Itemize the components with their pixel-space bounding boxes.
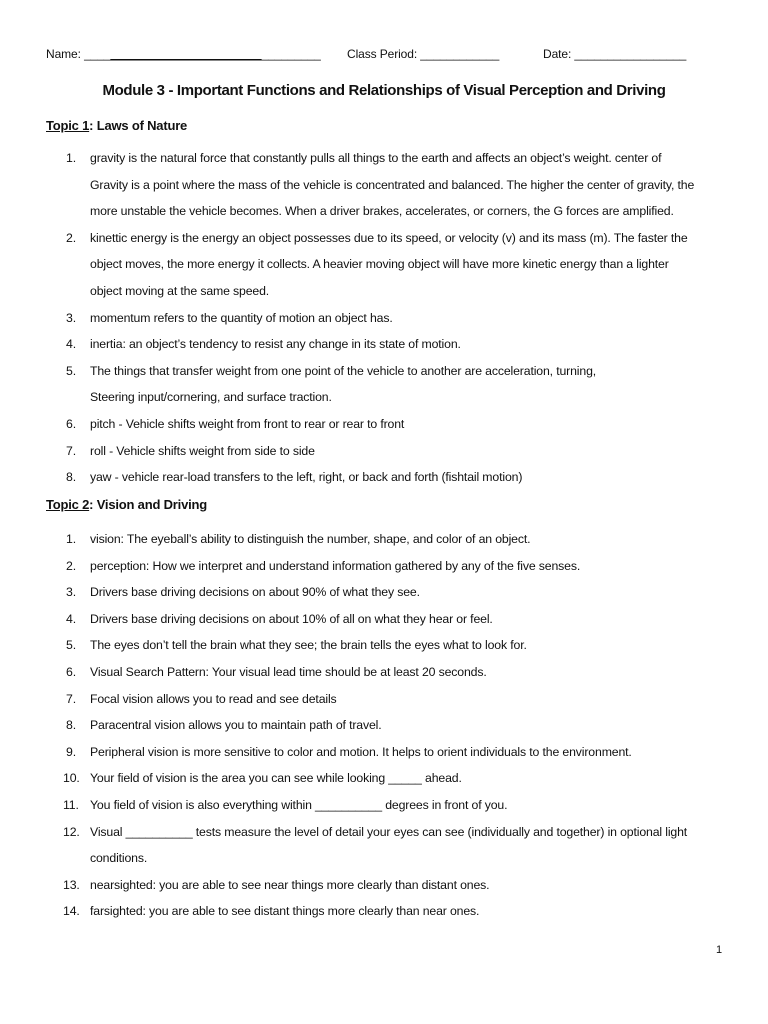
name-label: Name: ____ <box>46 47 111 61</box>
list-item <box>0 417 768 444</box>
list-item-number: 4. <box>66 337 76 352</box>
list-item-text: Your field of vision is the area you can see while looking _____ ahead. <box>90 771 462 786</box>
list-item <box>0 532 768 559</box>
list-item-number: 5. <box>66 363 76 378</box>
list-item <box>0 771 768 798</box>
list-item-text: You field of vision is also everything within __________ degrees in front of you. <box>90 798 508 812</box>
list-item-number: 14. <box>63 904 80 919</box>
topic-1-heading <box>46 118 187 133</box>
list-item-text: Drivers base driving decisions on about 90% of what they see. <box>90 585 420 600</box>
list-item-text: gravity is the natural force that constantly pulls all things to the earth and affects an object’s weight. center of <box>90 151 662 165</box>
list-item <box>0 364 768 417</box>
list-item-number: 2. <box>66 230 76 245</box>
list-item-text: more unstable the vehicle becomes. When a driver brakes, accelerates, or corners, the G forces are amplified. <box>90 204 674 219</box>
topic-2-label: Topic 2 <box>46 497 90 512</box>
list-item-number: 12. <box>63 824 80 839</box>
list-item-text: vision: The eyeball’s ability to distinguish the number, shape, and color of an object. <box>90 532 531 546</box>
class-period-field: Class Period: ____________ <box>347 47 500 61</box>
list-item-text: kinettic energy is the energy an object possesses due to its speed, or velocity (v) and its mass (m). The faster the <box>90 230 688 245</box>
list-item-text: inertia: an object’s tendency to resist any change in its state of motion. <box>90 337 461 352</box>
list-item <box>0 311 768 338</box>
list-item <box>0 718 768 745</box>
header-fields <box>0 47 768 65</box>
list-item <box>0 878 768 905</box>
list-item <box>0 470 768 497</box>
topic-2-title: : Vision and Driving <box>89 497 207 512</box>
name-blank-tail: _________ <box>261 47 321 61</box>
list-item <box>0 585 768 612</box>
list-item <box>0 612 768 639</box>
list-item-text: conditions. <box>90 851 148 866</box>
list-item-text: nearsighted: you are able to see near things more clearly than distant ones. <box>90 877 490 892</box>
list-item-number: 4. <box>66 611 76 626</box>
list-item <box>0 559 768 586</box>
list-item <box>0 638 768 665</box>
list-item <box>0 337 768 364</box>
list-item-number: 3. <box>66 585 76 600</box>
list-item <box>0 825 768 878</box>
list-item-number: 7. <box>66 691 76 706</box>
list-item <box>0 798 768 825</box>
list-item-number: 8. <box>66 470 76 485</box>
list-item <box>0 444 768 471</box>
list-item-text: Drivers base driving decisions on about 10% of all on what they hear or feel. <box>90 611 493 626</box>
name-field <box>46 47 321 61</box>
page-title: Module 3 - Important Functions and Relationships of Visual Perception and Driving <box>102 82 666 99</box>
list-item-number: 3. <box>66 310 76 325</box>
date-field: Date: _________________ <box>543 47 687 61</box>
list-item <box>0 692 768 719</box>
list-item-number: 6. <box>66 417 76 431</box>
list-item-text: perception: How we interpret and understand information gathered by any of the five senses. <box>90 558 581 573</box>
list-item-text: Steering input/cornering, and surface traction. <box>90 390 332 405</box>
list-item-text: The things that transfer weight from one point of the vehicle to another are acceleration, turning, <box>90 363 597 378</box>
list-item-number: 1. <box>66 532 76 546</box>
list-item-text: yaw - vehicle rear-load transfers to the left, right, or back and forth (fishtail motion) <box>90 470 523 485</box>
name-blank: _______________________ <box>110 47 262 61</box>
list-item-number: 6. <box>66 665 76 679</box>
topic-1-list <box>0 151 768 497</box>
list-item-text: The eyes don’t tell the brain what they see; the brain tells the eyes what to look for. <box>90 638 527 653</box>
list-item-text: Visual Search Pattern: Your visual lead time should be at least 20 seconds. <box>90 665 487 679</box>
list-item-number: 7. <box>66 443 76 458</box>
list-item-number: 13. <box>63 877 80 892</box>
list-item-number: 1. <box>66 151 76 165</box>
topic-2-heading <box>46 497 207 512</box>
topic-2-list <box>0 532 768 931</box>
list-item-text: momentum refers to the quantity of motion an object has. <box>90 310 393 325</box>
list-item-text: Focal vision allows you to read and see details <box>90 691 337 706</box>
list-item-text: object moving at the same speed. <box>90 283 270 298</box>
list-item-text: object moves, the more energy it collects. A heavier moving object will have more kinetic energy than a lighter <box>90 257 669 272</box>
list-item <box>0 231 768 311</box>
topic-1-label: Topic 1 <box>46 118 90 133</box>
list-item-number: 2. <box>66 558 76 573</box>
list-item-number: 8. <box>66 718 76 733</box>
list-item <box>0 665 768 692</box>
list-item-number: 5. <box>66 638 76 653</box>
list-item-number: 11. <box>63 798 79 812</box>
list-item-number: 10. <box>63 771 80 786</box>
list-item-text: roll - Vehicle shifts weight from side to side <box>90 443 315 458</box>
page-number: 1 <box>716 944 723 956</box>
list-item <box>0 745 768 772</box>
list-item <box>0 151 768 231</box>
list-item-text: Visual __________ tests measure the level of detail your eyes can see (individually and together) in optional light <box>90 824 688 839</box>
list-item <box>0 904 768 931</box>
list-item-number: 9. <box>66 744 76 759</box>
list-item-text: Peripheral vision is more sensitive to color and motion. It helps to orient individuals to the environment. <box>90 744 632 759</box>
topic-1-title: : Laws of Nature <box>89 118 188 133</box>
list-item-text: farsighted: you are able to see distant things more clearly than near ones. <box>90 904 480 919</box>
list-item-text: Paracentral vision allows you to maintain path of travel. <box>90 718 382 733</box>
list-item-text: pitch - Vehicle shifts weight from front to rear or rear to front <box>90 417 405 431</box>
list-item-text: Gravity is a point where the mass of the vehicle is concentrated and balanced. The higher the center of gravity, the <box>90 177 695 192</box>
